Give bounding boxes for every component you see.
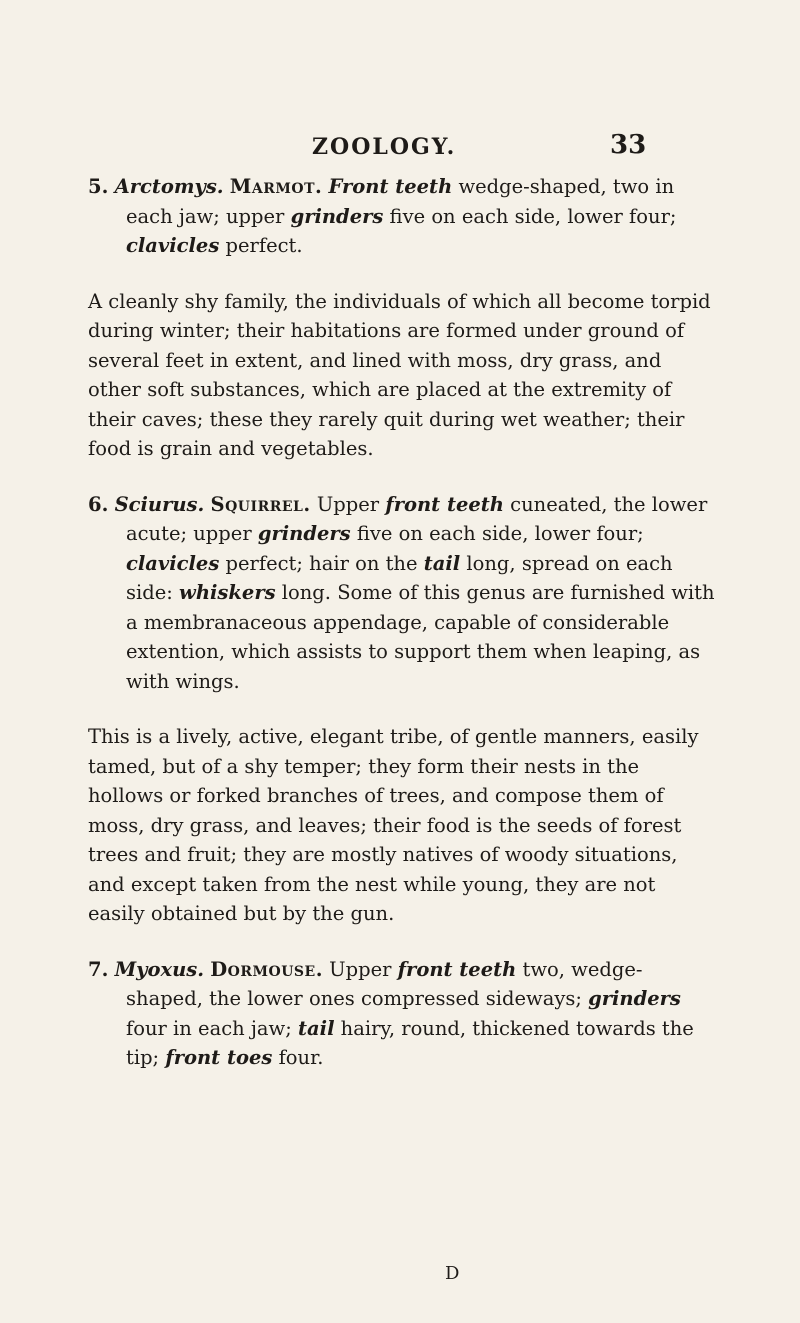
entry-term: front teeth — [397, 957, 517, 981]
entry-term: front toes — [165, 1046, 273, 1069]
entry-term: Front teeth — [328, 175, 453, 198]
entry-term: whiskers — [179, 581, 276, 604]
page-number: 33 — [610, 130, 647, 160]
entry-text: four in each jaw; — [126, 1016, 299, 1040]
entry-text: Upper — [322, 957, 398, 981]
entry-term: grinders — [588, 987, 681, 1010]
genus-name: Sciurus. — [114, 492, 205, 516]
entry-text: perfect. — [219, 234, 303, 257]
entry-term: tail — [423, 551, 461, 575]
entry-text: five on each side, lower four; — [383, 204, 677, 228]
entry-term: clavicles — [126, 234, 220, 257]
common-name: Marmot. — [229, 175, 323, 198]
common-name: Dormouse. — [210, 957, 323, 981]
entry-text: long. Some of this genus are furnished with a membranaceous appendage, capable of considerable extention, which assists to support them when leaping, as with wings. — [126, 581, 715, 693]
entry-term: grinders — [290, 204, 384, 228]
page-body — [88, 172, 718, 1099]
genus-name: Myoxus. — [114, 957, 205, 981]
entry-number: 6. — [88, 492, 109, 516]
page-header — [0, 128, 800, 168]
entry-text: hairy, round, thickened towards the tip; — [126, 1016, 694, 1069]
entry-number: 7. — [88, 957, 109, 981]
entry-text: four. — [272, 1046, 324, 1069]
running-title: ZOOLOGY. — [312, 134, 457, 160]
genus-entry-myoxus — [88, 955, 718, 1073]
genus-name: Arctomys. — [114, 175, 224, 198]
entry-term: clavicles — [126, 551, 220, 575]
entry-text: two, wedge-shaped, the lower ones compressed sideways; — [126, 957, 643, 1010]
entry-term: tail — [298, 1016, 335, 1040]
genus-entry-arctomys — [88, 172, 718, 261]
genus-entry-sciurus — [88, 490, 718, 697]
entry-text: long, spread on each side: — [126, 551, 673, 604]
entry-text: cuneated, the lower acute; upper — [126, 492, 708, 545]
entry-text: five on each side, lower four; — [350, 522, 644, 545]
entry-term: front teeth — [385, 492, 504, 516]
paragraph-squirrel: This is a lively, active, elegant tribe, of gentle manners, easily tamed, but of a shy temper; they form their nests in the hollows or forked branches of trees, and compose them of moss, dry grass, and leaves; their food is the seeds of forest trees and fruit; they are mostly natives of woody situations, and except taken from the nest while young, they are not easily obtained but by the gun. — [88, 725, 699, 925]
entry-number: 5. — [88, 175, 109, 198]
entry-text: wedge-shaped, two in each jaw; upper — [126, 175, 675, 228]
entry-text: Upper — [310, 492, 386, 516]
entry-text: perfect; hair on the — [219, 551, 424, 575]
paragraph-marmot: A cleanly shy family, the individuals of which all become torpid during winter; their habitations are formed under ground of several feet in extent, and lined with moss, dry grass, and other soft substances, which are placed at the extremity of their caves; these they rarely quit during wet weather; their food is grain and vegetables. — [88, 289, 711, 460]
common-name: Squirrel. — [210, 492, 311, 516]
signature-mark: D — [445, 1263, 460, 1284]
entry-term: grinders — [257, 522, 351, 545]
